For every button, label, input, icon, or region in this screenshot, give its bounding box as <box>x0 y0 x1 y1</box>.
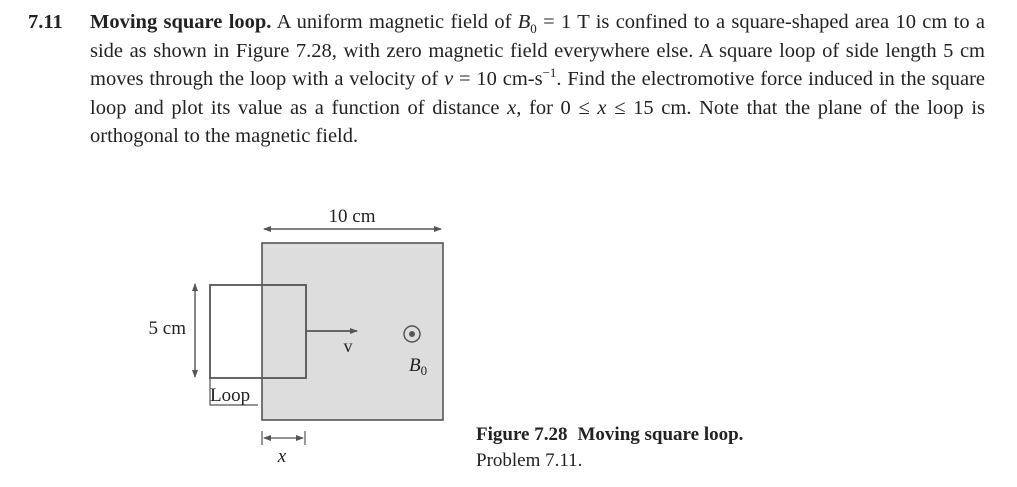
x-symbol: x <box>507 96 517 119</box>
problem-number: 7.11 <box>28 11 63 33</box>
figure-caption <box>476 422 743 474</box>
problem-text-4: . Find the electromotive force induced in the square loop and plot its value as a function of distance <box>90 68 985 119</box>
problem-text-5: , for 0 ≤ <box>516 96 590 119</box>
width-label: 10 cm <box>328 206 376 227</box>
v-symbol: v <box>444 68 454 90</box>
v-exponent: −1 <box>542 65 557 80</box>
caption-line-1 <box>476 422 743 448</box>
field-subscript: 0 <box>420 363 428 378</box>
caption-subtitle: Problem 7.11. <box>476 450 583 471</box>
loop-side-label: 5 cm <box>148 318 186 339</box>
caption-label: Figure 7.28 <box>476 424 568 445</box>
b-symbol: B <box>517 11 531 33</box>
x-label: x <box>277 446 287 467</box>
caption-title: Moving square loop. <box>577 424 744 445</box>
loop-label: Loop <box>210 385 251 406</box>
problem-title: Moving square loop. <box>90 11 272 33</box>
velocity-label: v <box>343 336 353 356</box>
field-symbol: B <box>409 355 421 376</box>
problem-text-2: = 1 T is confined to a square-shaped area 10 cm to a side as shown in Figure 7.28, with zero magnetic field everywhere else. A square loop of side length 5 cm moves through the loop with a velocity of <box>90 11 986 90</box>
problem-text-1: A uniform magnetic field of <box>276 11 512 33</box>
problem-text-3: = 10 cm-s <box>459 68 543 90</box>
b-subscript: 0 <box>530 21 537 37</box>
x-symbol-2: x <box>597 96 607 119</box>
field-dot <box>409 331 415 337</box>
problem-text-6: ≤ 15 cm. Note that the plane of the loop is orthogonal to the magnetic field. <box>90 96 986 147</box>
